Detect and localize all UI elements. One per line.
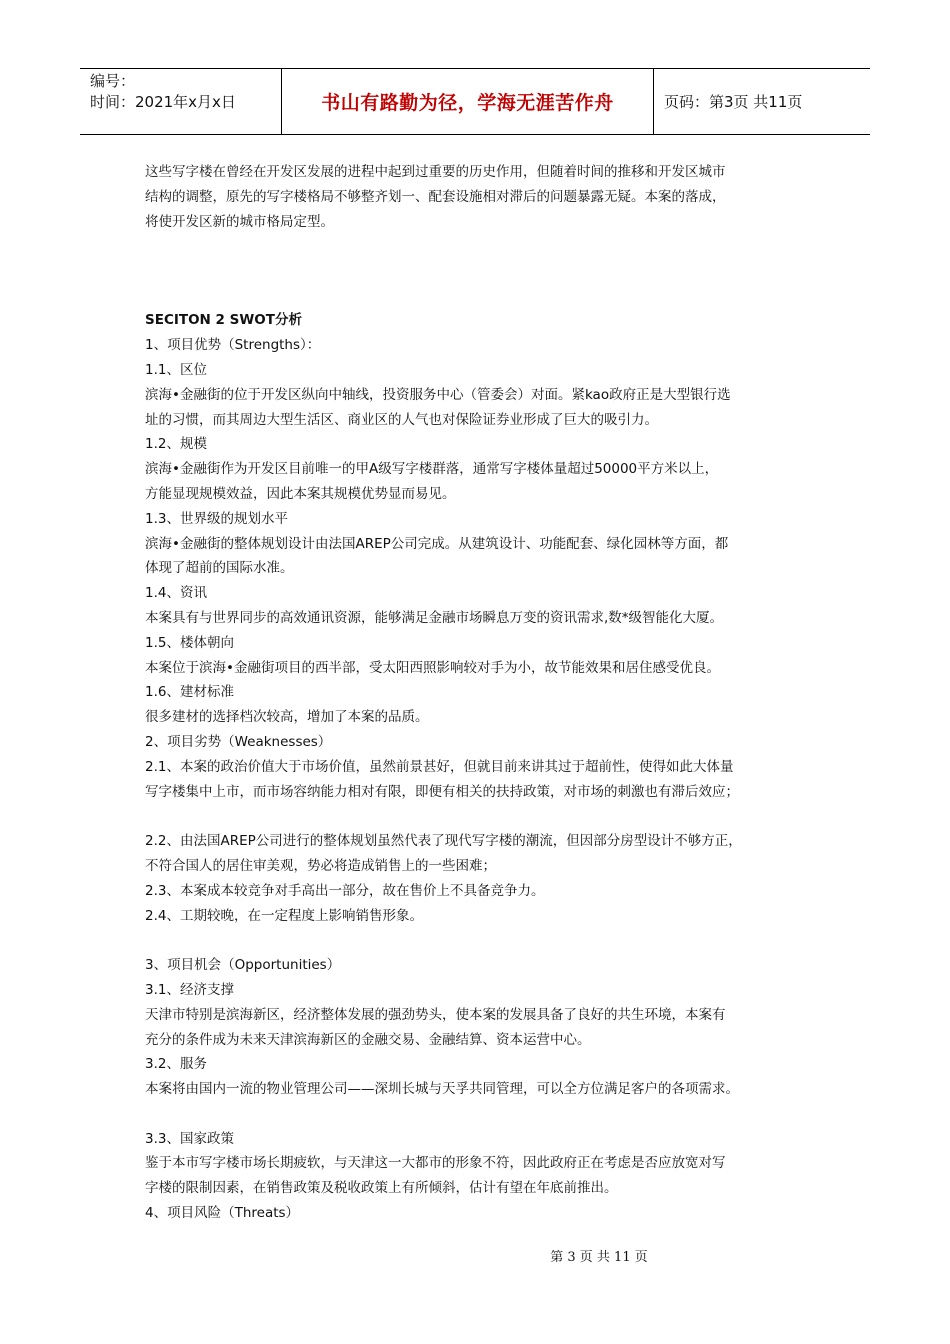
text-line: 结构的调整，原先的写字楼格局不够整齐划一、配套设施相对滞后的问题暴露无疑。本案的落成， <box>145 188 726 205</box>
text-line: 1.1、区位 <box>145 361 207 378</box>
text-line: 这些写字楼在曾经在开发区发展的进程中起到过重要的历史作用，但随着时间的推移和开发区城市 <box>145 164 726 180</box>
footer-page-number: 第 3 页 共 11 页 <box>550 1250 648 1265</box>
header-meta <box>80 69 282 134</box>
opportunities-section <box>145 953 815 1226</box>
intro-paragraph <box>145 160 815 234</box>
text-line: 2、项目劣势（Weaknesses） <box>145 733 332 750</box>
text-line: 本案位于滨海•金融街项目的西半部，受太阳西照影响较对手为小，故节能效果和居住感受优良。 <box>145 659 720 676</box>
text-line: 址的习惯，而其周边大型生活区、商业区的人气也对保险证券业形成了巨大的吸引力。 <box>145 411 658 428</box>
text-line: 很多建材的选择档次较高，增加了本案的品质。 <box>145 709 429 726</box>
text-line: 1.3、世界级的规划水平 <box>145 510 288 527</box>
text-line: 1.4、资讯 <box>145 585 207 602</box>
text-line: 滨海•金融街作为开发区目前唯一的甲A级写字楼群落，通常写字楼体量超过50000平方米以上， <box>145 461 719 478</box>
text-line: 3.1、经济支撑 <box>145 981 234 998</box>
document-number: 编号： <box>90 72 136 90</box>
text-line: 2.1、本案的政治价值大于市场价值，虽然前景甚好，但就目前来讲其过于超前性，使得如此大体量 <box>145 758 734 775</box>
text-line: 2.3、本案成本较竞争对手高出一部分，故在售价上不具备竞争力。 <box>145 882 545 899</box>
header-page-number: 页码：第3页 共11页 <box>664 93 803 111</box>
section-title: SECITON 2 SWOT分析 <box>145 312 302 329</box>
text-line: 1.6、建材标准 <box>145 684 234 701</box>
text-line: 滨海•金融街的整体规划设计由法国AREP公司完成。从建筑设计、功能配套、绿化园林等方面，都 <box>145 535 729 552</box>
text-line: 方能显现规模效益，因此本案其规模优势显而易见。 <box>145 485 456 502</box>
text-line: 本案将由国内一流的物业管理公司——深圳长城与天孚共同管理，可以全方位满足客户的各项需求。 <box>145 1081 739 1098</box>
document-date: 时间：2021年x月x日 <box>90 93 236 111</box>
text-line: 本案具有与世界同步的高效通讯资源，能够满足金融市场瞬息万变的资讯需求,数*级智能化大厦。 <box>145 609 724 626</box>
text-line: 将使开发区新的城市格局定型。 <box>145 213 334 230</box>
text-line: 滨海•金融街的位于开发区纵向中轴线，投资服务中心（管委会）对面。紧kao政府正是大型银行选 <box>145 386 731 403</box>
text-line: 1、项目优势（Strengths）： <box>145 337 321 354</box>
text-line: 字楼的限制因素，在销售政策及税收政策上有所倾斜，估计有望在年底前推出。 <box>145 1180 618 1197</box>
text-line: 体现了超前的国际水准。 <box>145 560 294 577</box>
text-line: 1.5、楼体朝向 <box>145 634 234 651</box>
strengths-section <box>145 333 815 730</box>
text-line: 写字楼集中上市，而市场容纳能力相对有限，即便有相关的扶持政策，对市场的刺激也有滞后效应； <box>145 783 739 800</box>
text-line: 不符合国人的居住审美观，势必将造成销售上的一些困难； <box>145 857 496 874</box>
header-motto: 书山有路勤为径，学海无涯苦作舟 <box>282 69 654 134</box>
text-line: 3、项目机会（Opportunities） <box>145 957 341 974</box>
text-line: 鉴于本市写字楼市场长期疲软，与天津这一大都市的形象不符，因此政府正在考虑是否应放宽对写 <box>145 1155 726 1172</box>
weaknesses-section <box>145 730 815 928</box>
text-line: 充分的条件成为未来天津滨海新区的金融交易、金融结算、资本运营中心。 <box>145 1031 591 1048</box>
text-line: 3.2、服务 <box>145 1056 207 1073</box>
text-line: 4、项目风险（Threats） <box>145 1205 300 1222</box>
text-line: 1.2、规模 <box>145 436 207 453</box>
text-line: 2.4、工期较晚，在一定程度上影响销售形象。 <box>145 907 423 924</box>
page-header <box>80 68 870 135</box>
text-line: 3.3、国家政策 <box>145 1130 234 1147</box>
text-line: 2.2、由法国AREP公司进行的整体规划虽然代表了现代写字楼的潮流，但因部分房型设计不够方正， <box>145 833 742 850</box>
page-footer <box>0 1246 950 1265</box>
document-body <box>145 160 815 1226</box>
text-line: 天津市特别是滨海新区，经济整体发展的强劲势头，使本案的发展具备了良好的共生环境，本案有 <box>145 1006 726 1023</box>
